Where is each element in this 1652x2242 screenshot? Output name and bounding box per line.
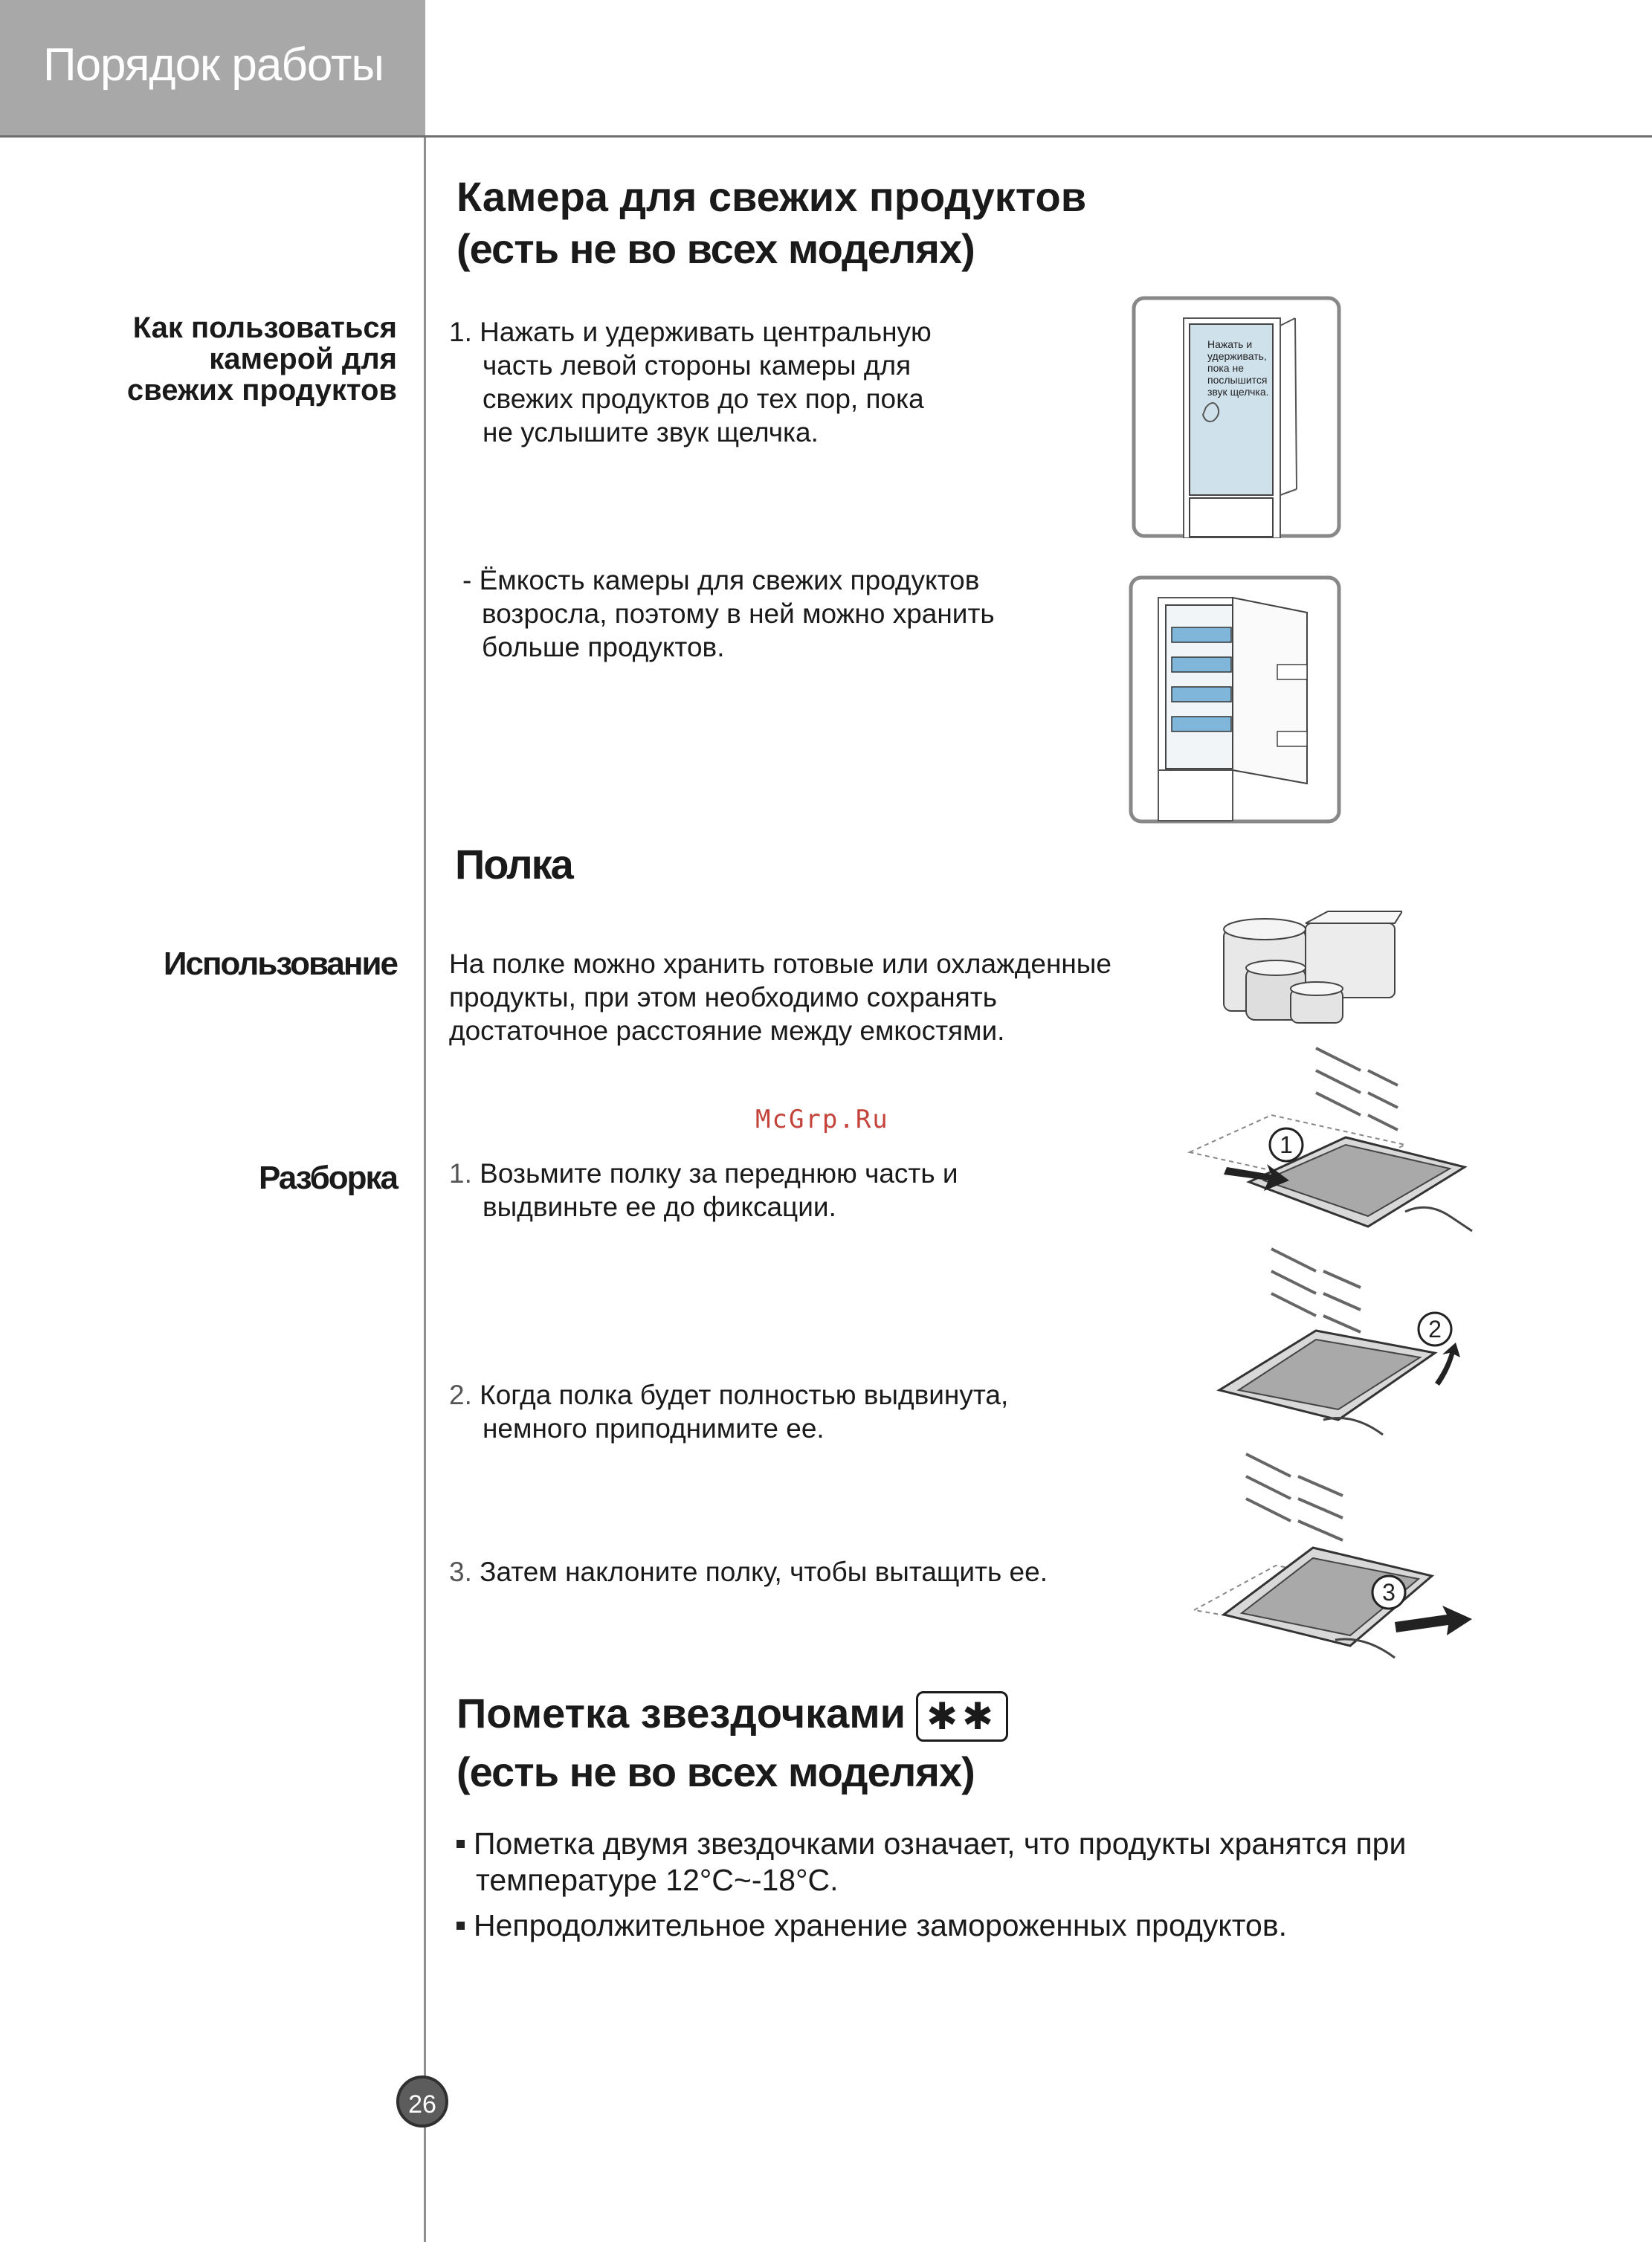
step-marker: 3: [1382, 1579, 1396, 1606]
side-label-line: свежих продуктов: [126, 374, 397, 407]
side-label-line: Как пользоваться: [132, 311, 397, 344]
usage-label: Использование: [163, 946, 397, 982]
two-star-icon: ✱✱: [916, 1691, 1008, 1742]
step-line: свежих продуктов до тех пор, пока: [483, 384, 924, 414]
star-bullet-2: [456, 1907, 1287, 1944]
bullet-square-icon: [456, 1840, 465, 1848]
star-bullet-1: [456, 1826, 1406, 1899]
disassembly-label: Разборка: [259, 1160, 397, 1196]
disassembly-step-3: [449, 1555, 1048, 1589]
step-line: 1. Нажать и удерживать центральную: [449, 317, 932, 347]
usage-line: На полке можно хранить готовые или охлажденные: [449, 949, 1111, 979]
bullet-line: температуре 12°C~-18°C.: [476, 1863, 839, 1897]
bullet-line: Непродолжительное хранение замороженных продуктов.: [474, 1908, 1287, 1942]
side-label-line: камерой для: [209, 343, 397, 375]
section1-step1: [449, 315, 932, 449]
step-line: часть левой стороны камеры для: [483, 350, 911, 381]
watermark: McGrp.Ru: [755, 1105, 889, 1134]
step-number: 3.: [449, 1557, 472, 1587]
fridge-label-line: Нажать и: [1207, 338, 1253, 350]
bullet-line: Пометка двумя звездочками означает, что продукты хранятся при: [474, 1826, 1407, 1861]
section3-title: [456, 1687, 1008, 1798]
note-line: возросла, поэтому в ней можно хранить: [482, 598, 995, 629]
section2-title: Полка: [455, 841, 572, 888]
usage-line: продукты, при этом необходимо сохранять: [449, 982, 998, 1012]
note-line: - Ёмкость камеры для свежих продуктов: [462, 565, 980, 595]
shelf-step2-illustration: [1212, 1241, 1480, 1442]
shelf-step3-illustration: [1187, 1447, 1484, 1662]
step-line: Затем наклоните полку, чтобы вытащить ее.: [480, 1557, 1048, 1587]
section1-title-line2: (есть не во всех моделях): [456, 225, 975, 272]
fridge-label-line: пока не: [1207, 362, 1244, 374]
usage-text: [449, 947, 1111, 1047]
step-line: Когда полка будет полностью выдвинута,: [480, 1380, 1009, 1410]
step-marker: 2: [1428, 1316, 1442, 1343]
step-line: выдвиньте ее до фиксации.: [483, 1192, 836, 1222]
section1-title-line1: Камера для свежих продуктов: [456, 173, 1087, 220]
disassembly-step-2: [449, 1378, 1008, 1445]
section1-title: [456, 171, 1086, 275]
vertical-rule: [424, 138, 426, 2242]
step-line: немного приподнимите ее.: [483, 1413, 825, 1444]
section1-note: [462, 563, 995, 664]
usage-line: достаточное расстояние между емкостями.: [449, 1015, 1005, 1046]
fridge-label-line: удерживать,: [1207, 350, 1267, 362]
fridge-open-illustration: [1129, 575, 1341, 824]
step-line: Возьмите полку за переднюю часть и: [480, 1158, 958, 1189]
header-title: Порядок работы: [43, 39, 384, 91]
fridge-press-illustration: [1132, 296, 1341, 538]
fridge-label-line: послышится: [1207, 374, 1268, 386]
page-number: 26: [396, 2075, 448, 2128]
header-rule: [0, 135, 1652, 138]
step-marker: 1: [1280, 1131, 1293, 1158]
bullet-square-icon: [456, 1922, 465, 1930]
fridge-label-line: звук щелчка.: [1207, 386, 1269, 398]
step-line: не услышите звук щелчка.: [483, 417, 819, 448]
section3-title-line2: (есть не во всех моделях): [456, 1748, 975, 1796]
section3-title-line1: Пометка звездочками: [456, 1690, 906, 1737]
step-number: 1.: [449, 1158, 472, 1189]
section1-side-label: [127, 312, 397, 406]
shelf-step1-illustration: [1182, 1041, 1487, 1241]
note-line: больше продуктов.: [482, 632, 725, 662]
disassembly-step-1: [449, 1157, 958, 1224]
containers-illustration: [1216, 908, 1402, 1032]
step-number: 2.: [449, 1380, 472, 1410]
